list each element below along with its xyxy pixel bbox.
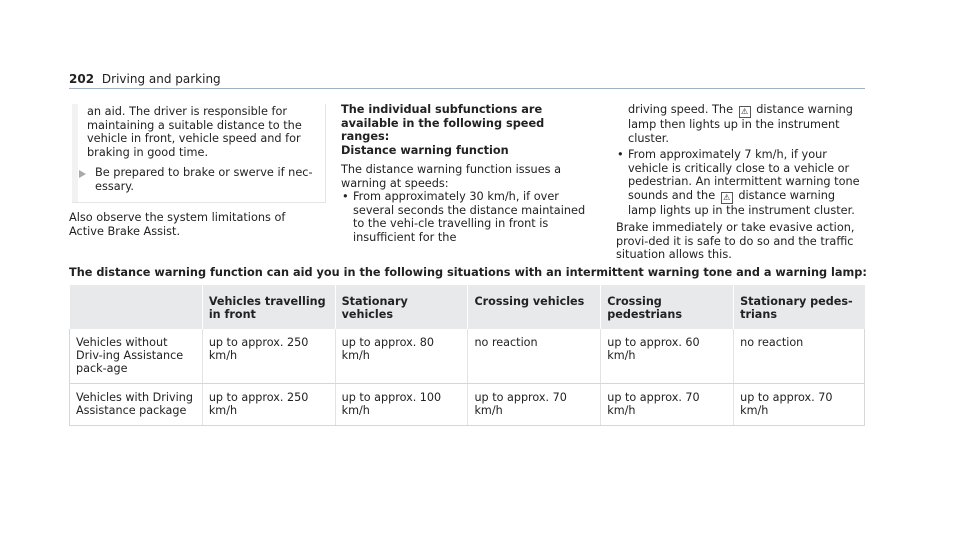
table-cell: up to approx. 70 km/h xyxy=(734,384,865,426)
table-row xyxy=(70,329,865,384)
speed-list-2 xyxy=(616,148,866,217)
distance-warning-lamp-icon: ⚠ xyxy=(739,106,751,118)
section-title: Driving and parking xyxy=(101,72,221,86)
page-header xyxy=(69,72,221,86)
list-item-text-a: From approximately 7 km/h, if your vehicle is critically close to a vehicle or pedestrian. An intermittent warning tone sounds and the xyxy=(628,148,860,202)
table-header-cell: Crossing pedestrians xyxy=(601,285,734,329)
triangle-bullet-icon xyxy=(79,170,86,178)
list-item xyxy=(616,148,866,217)
table-cell: Vehicles with Driving Assistance package xyxy=(70,384,203,426)
closing-text: Brake immediately or take evasive action, provi-ded it is safe to do so and the traffic situation allows this. xyxy=(616,221,855,261)
distance-warning-lamp-icon: ⚠ xyxy=(721,192,733,204)
column1-text: Also observe the system limitations of Active Brake Assist. xyxy=(69,211,286,238)
header-rule xyxy=(69,88,865,89)
table-cell: up to approx. 100 km/h xyxy=(335,384,468,426)
table-cell: up to approx. 80 km/h xyxy=(335,329,468,384)
continuation-text-b: distance warning lamp then lights up in the instrument cluster. xyxy=(628,103,853,145)
distance-warning-heading: Distance warning function xyxy=(341,143,509,157)
list-item-text-b: distance warning lamp lights up in the instrument cluster. xyxy=(628,188,855,217)
column-3 xyxy=(616,103,866,262)
table-row xyxy=(70,384,865,426)
subfunctions-heading: The individual subfunctions are available in the following speed ranges: xyxy=(341,103,545,143)
note-text-2: Be prepared to brake or swerve if nec-essary. xyxy=(95,166,313,193)
table-cell: up to approx. 70 km/h xyxy=(601,384,734,426)
table-header-cell: Stationary vehicles xyxy=(335,285,468,329)
table-header-row xyxy=(70,285,865,329)
table-header-cell: Stationary pedes-trians xyxy=(734,285,865,329)
list-item-text: From approximately 30 km/h, if over several seconds the distance maintained to the vehi-cle travelling in front is insufficient for the xyxy=(353,190,586,244)
list-item xyxy=(341,190,596,244)
bullet1-continuation xyxy=(616,103,866,145)
table-cell: up to approx. 250 km/h xyxy=(202,384,335,426)
table-cell: up to approx. 70 km/h xyxy=(468,384,601,426)
table-cell: Vehicles without Driv-ing Assistance pack-age xyxy=(70,329,203,384)
speed-table xyxy=(69,285,865,426)
column-2 xyxy=(341,103,596,244)
table-cell: up to approx. 250 km/h xyxy=(202,329,335,384)
page-number: 202 xyxy=(69,72,95,86)
table-title: The distance warning function can aid you in the following situations with an intermittent warning tone and a warning lamp: xyxy=(69,266,867,279)
table-cell: no reaction xyxy=(734,329,865,384)
speed-list xyxy=(341,190,596,244)
note-bar xyxy=(72,104,78,202)
continuation-text-a: driving speed. The xyxy=(628,103,734,116)
table-cell: no reaction xyxy=(468,329,601,384)
table-header-cell xyxy=(70,285,203,329)
distance-warning-intro: The distance warning function issues a warning at speeds: xyxy=(341,163,562,190)
table-cell: up to approx. 60 km/h xyxy=(601,329,734,384)
table-header-cell: Vehicles travelling in front xyxy=(202,285,335,329)
note-text-1: an aid. The driver is responsible for maintaining a suitable distance to the vehicle in front, vehicle speed and for braking in good time. xyxy=(87,105,302,159)
table-header-cell: Crossing vehicles xyxy=(468,285,601,329)
